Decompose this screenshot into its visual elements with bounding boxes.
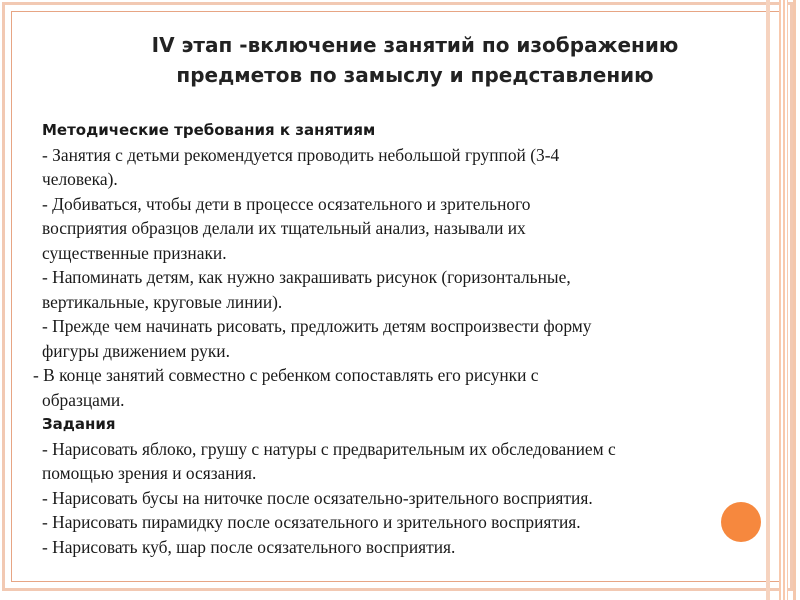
section-heading-requirements: Методические требования к занятиям: [42, 121, 376, 139]
text-line: - Нарисовать куб, шар после осязательного восприятия.: [42, 536, 456, 557]
text-line: - Занятия с детьми рекомендуется проводить небольшой группой (3-4: [42, 144, 560, 165]
slide-title: [80, 30, 750, 90]
decor-stripe-left: [766, 0, 770, 600]
slide-body: [33, 118, 742, 559]
text-line: - В конце занятий совместно с ребенком сопоставлять его рисунки с: [33, 365, 539, 385]
slide-title-line-2: предметов по замыслу и представлению: [176, 63, 654, 87]
text-line: человека).: [42, 169, 118, 189]
section-heading-tasks: Задания: [42, 415, 116, 433]
text-line: - Нарисовать пирамидку после осязательного и зрительного восприятия.: [42, 512, 581, 532]
text-line: образцами.: [42, 389, 125, 410]
text-line: - Напоминать детям, как нужно закрашивать рисунок (горизонтальные,: [42, 267, 571, 287]
text-line: - Нарисовать бусы на ниточке после осязательно-зрительного восприятия.: [42, 487, 593, 508]
decor-stripe: [779, 0, 788, 600]
text-line: существенные признаки.: [42, 242, 227, 263]
text-line: помощью зрения и осязания.: [42, 463, 257, 483]
decor-stripe-right: [793, 0, 796, 600]
text-line: вертикальные, круговые линии).: [42, 291, 283, 312]
text-line: фигуры движением руки.: [42, 340, 230, 361]
slide-title-line-1: IV этап -включение занятий по изображению: [151, 33, 679, 57]
text-line: - Добиваться, чтобы дети в процессе осязательного и зрительного: [42, 193, 531, 214]
text-line: - Прежде чем начинать рисовать, предложить детям воспроизвести форму: [42, 316, 592, 336]
text-line: восприятия образцов делали их тщательный анализ, называли их: [42, 218, 526, 238]
text-line: - Нарисовать яблоко, грушу с натуры с предварительным их обследованием с: [42, 438, 616, 459]
